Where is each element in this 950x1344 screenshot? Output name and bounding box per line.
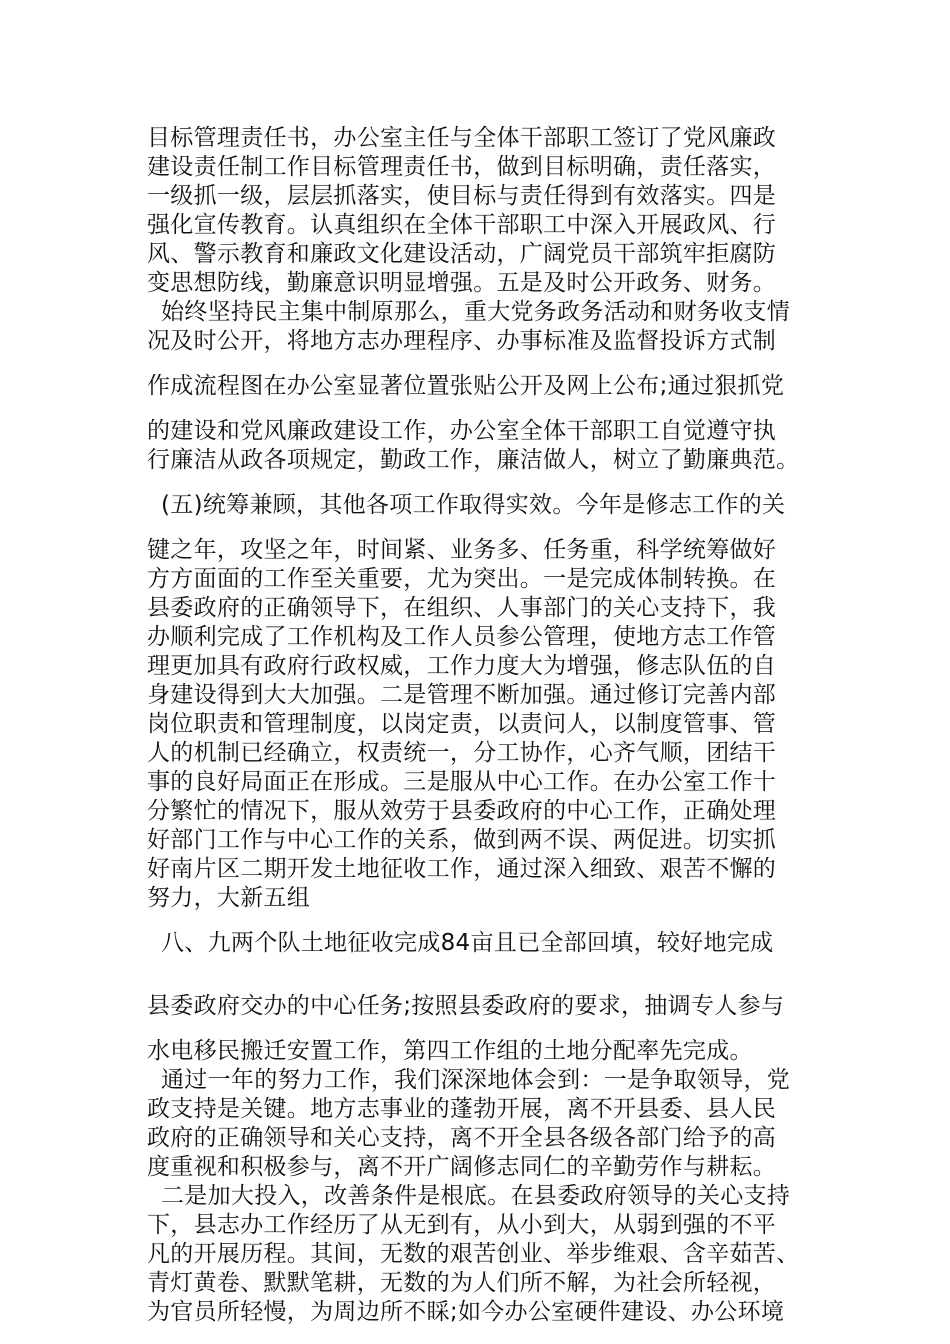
text-line: 下，县志办工作经历了从无到有，从小到大，从弱到强的不平 (147, 1212, 777, 1238)
text-line: 好部门工作与中心工作的关系，做到两不误、两促进。切实抓 (147, 827, 777, 853)
text-line: 办顺利完成了工作机构及工作人员参公管理，使地方志工作管 (147, 624, 777, 650)
paragraph-start-line: 始终坚持民主集中制原那么，重大党务政务活动和财务收支情 (161, 299, 791, 325)
text-line: 作成流程图在办公室显著位置张贴公开及网上公布;通过狠抓党 (147, 373, 785, 399)
text-line: 水电移民搬迁安置工作，第四工作组的土地分配率先完成。 (147, 1038, 753, 1064)
text-line: 强化宣传教育。认真组织在全体干部职工中深入开展政风、行 (147, 212, 777, 238)
text-line: 身建设得到大大加强。二是管理不断加强。通过修订完善内部 (147, 682, 777, 708)
text-line: 岗位职责和管理制度，以岗定责，以责问人，以制度管事、管 (147, 711, 777, 737)
text-line: 努力，大新五组 (147, 885, 311, 911)
text-line: 况及时公开，将地方志办理程序、办事标准及监督投诉方式制 (147, 328, 777, 354)
text-line: 青灯黄卷、默默笔耕，无数的为人们所不解，为社会所轻视， (147, 1270, 777, 1296)
text-line: 方方面面的工作至关重要，尤为突出。一是完成体制转换。在 (147, 566, 777, 592)
text-line: 的建设和党风廉政建设工作，办公室全体干部职工自觉遵守执 (147, 418, 777, 444)
text-line: 键之年，攻坚之年，时间紧、业务多、任务重，科学统筹做好 (147, 537, 777, 563)
text-line: 县委政府的正确领导下，在组织、人事部门的关心支持下，我 (147, 595, 777, 621)
text-line: 凡的开展历程。其间，无数的艰苦创业、举步维艰、含辛茹苦、 (147, 1241, 800, 1267)
text-line: 目标管理责任书，办公室主任与全体干部职工签订了党风廉政 (147, 125, 777, 151)
text-line: 政支持是关键。地方志事业的蓬勃开展，离不开县委、县人民 (147, 1096, 777, 1122)
text-line: 好南片区二期开发土地征收工作，通过深入细致、艰苦不懈的 (147, 856, 777, 882)
text-line: 人的机制已经确立，权责统一，分工协作，心齐气顺，团结干 (147, 740, 777, 766)
text-line: 一级抓一级，层层抓落实，使目标与责任得到有效落实。四是 (147, 183, 777, 209)
paragraph-start-line: (五)统筹兼顾，其他各项工作取得实效。今年是修志工作的关 (161, 492, 786, 518)
text-line: 政府的正确领导和关心支持，离不开全县各级各部门给予的高 (147, 1125, 777, 1151)
text-line: 分繁忙的情况下，服从效劳于县委政府的中心工作，正确处理 (147, 798, 777, 824)
paragraph-start-line: 八、九两个队土地征收完成84亩且已全部回填，较好地完成 (161, 930, 774, 956)
text-line: 事的良好局面正在形成。三是服从中心工作。在办公室工作十 (147, 769, 777, 795)
paragraph-start-line: 二是加大投入，改善条件是根底。在县委政府领导的关心支持 (161, 1183, 791, 1209)
paragraph-start-line: 通过一年的努力工作，我们深深地体会到：一是争取领导，党 (161, 1067, 791, 1093)
text-line: 度重视和积极参与，离不开广阔修志同仁的辛勤劳作与耕耘。 (147, 1154, 777, 1180)
text-line: 县委政府交办的中心任务;按照县委政府的要求，抽调专人参与 (147, 993, 785, 1019)
text-line: 为官员所轻慢，为周边所不睬;如今办公室硬件建设、办公环境 (147, 1299, 785, 1325)
text-line: 风、警示教育和廉政文化建设活动，广阔党员干部筑牢拒腐防 (147, 241, 777, 267)
text-line: 建设责任制工作目标管理责任书，做到目标明确，责任落实， (147, 154, 777, 180)
text-line: 理更加具有政府行政权威，工作力度大为增强，修志队伍的自 (147, 653, 777, 679)
text-line: 变思想防线，勤廉意识明显增强。五是及时公开政务、财务。 (147, 270, 777, 296)
text-line: 行廉洁从政各项规定，勤政工作，廉洁做人，树立了勤廉典范。 (147, 447, 800, 473)
